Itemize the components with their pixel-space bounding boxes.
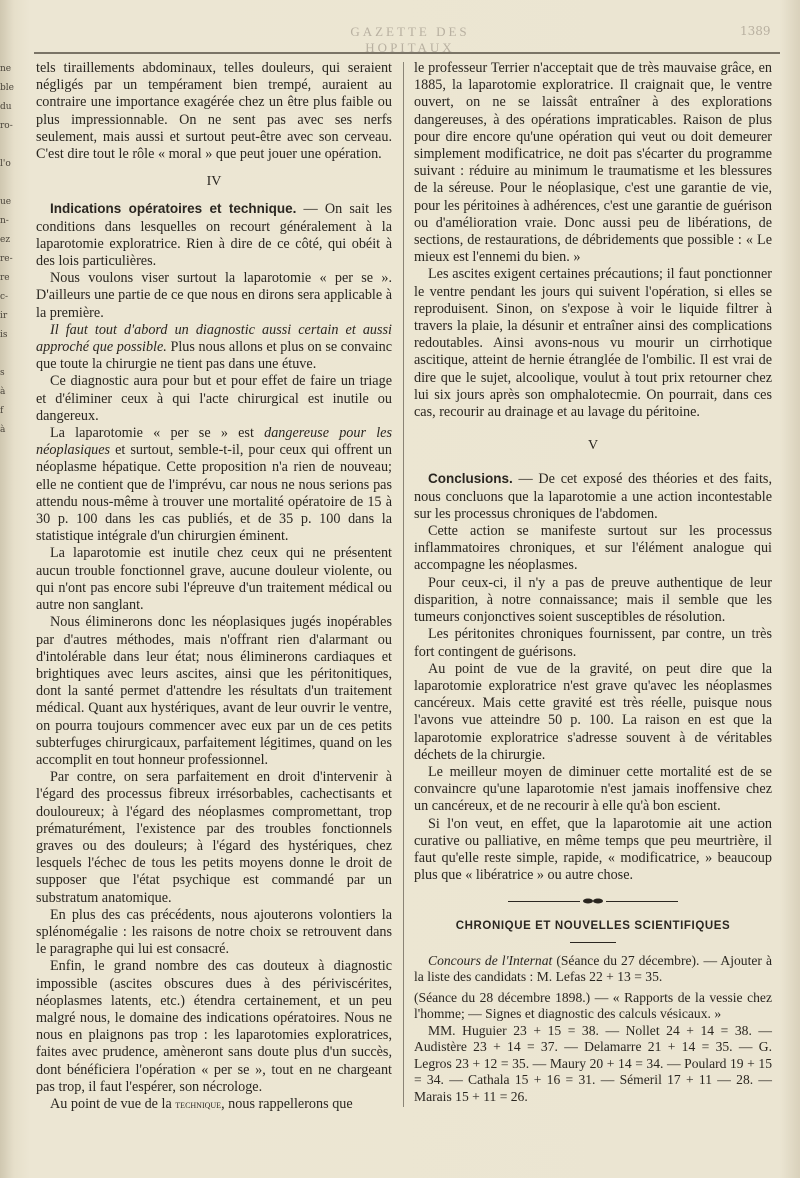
- margin-fragment: [0, 136, 16, 155]
- margin-fragment: ue: [0, 197, 12, 207]
- paragraph: Les péritonites chroniques fournissent, par contre, un très fort contingent de guérisons.: [414, 626, 772, 660]
- chronicle-heading: CHRONIQUE ET NOUVELLES SCIENTIFIQUES: [455, 920, 731, 933]
- divider-line: [606, 901, 678, 902]
- fleuron-icon: [582, 898, 604, 904]
- paragraph: tels tiraillements abdominaux, telles douleurs, qui seraient négligés par un tempérament bien trempé, auraient au contraire une importance exagérée chez un être plus faible ou plus impressionnable. On ne sent pas avec ses nerfs seulement, mais aussi et surtout peut-être avec son cerveau. C'est dire tout le rôle « moral » que peut jouer une opération.: [36, 60, 392, 163]
- paragraph: Ce diagnostic aura pour but et pour effet de faire un triage et d'éliminer ceux à qui l'acte chirurgical est inutile ou dangereux.: [36, 373, 392, 424]
- paragraph-lead: Indications opératoires et technique.: [50, 201, 297, 217]
- paragraph: le professeur Terrier n'acceptait que de très mauvaise grâce, en 1885, la laparotomie exploratrice. Il craignait que, le ventre ouvert, on ne se laissât entraîner à des explorations dangereuses, à des opérations impraticables. Raison de plus pour dire encore qu'une opération qui veut ou doit demeurer simplement modificatrice, ne doit pas s'écarter du programme suivant : réduire au minimum le traumatisme et les blessures de la séreuse. Pour le néoplasique, c'est une garantie de vie, pour les péritoines à adhérences, c'est une garantie de guérison ou d'amélioration vraie. Donc aussi peu de libérations, de sections, de restaurations, de débridements que possible : « Le mieux est l'ennemi du bien. »: [414, 60, 772, 266]
- paragraph: Si l'on veut, en effet, que la laparotomie ait une action curative ou palliative, en même temps que peu meurtrière, il faut qu'elle reste simple, rapide, « modificatrice, » beaucoup plus que « libératrice » ou autre chose.: [414, 815, 772, 884]
- chronicle-entry: (Séance du 28 décembre 1898.) — « Rapports de la vessie chez l'homme; — Signes et diagnostic des calculs vésicaux. »: [414, 989, 772, 1022]
- margin-fragment: ez: [0, 235, 11, 245]
- margin-fragment: s: [0, 368, 5, 378]
- ornamental-divider: [414, 898, 772, 904]
- margin-fragment: n-: [0, 216, 9, 226]
- margin-fragment: à: [0, 425, 6, 435]
- paragraph-indications: Indications opératoires et technique. — On sait les conditions dans lesquelles on recourt généralement à la laparotomie exploratrice. Rien à dire de ce côté, qui obéit à des lois particulières.: [36, 201, 392, 270]
- margin-fragment: ir: [0, 311, 8, 321]
- margin-fragment: [0, 174, 16, 193]
- heading-rule: [570, 942, 616, 943]
- section-heading-iv: IV: [206, 174, 222, 190]
- paragraph-lead: Conclusions.: [428, 471, 513, 487]
- paragraph: Pour ceux-ci, il n'y a pas de preuve authentique de leur disparition, à notre connaissance; mais il semble que les tumeurs conjonctives soient susceptibles de résolution.: [414, 574, 772, 626]
- page-number: 1389: [740, 24, 771, 38]
- paragraph: Cette action se manifeste surtout sur les processus inflammatoires chroniques, et sur l'élément analogue qui accompagne les néoplasmes.: [414, 523, 772, 574]
- right-column: [414, 60, 772, 1105]
- chronicle-entry: MM. Huguier 23 + 15 = 38. — Nollet 24 + 14 = 38. — Audistère 23 + 14 = 37. — Delamarre 21 + 14 = 35. — G. Legros 23 + 12 = 35. — Maury 20 + 14 = 34. — Poulard 19 + 15 = 34. — Cathala 15 + 16 = 31. — Sémeril 17 + 11 — 28. — Marais 15 + 11 = 26.: [414, 1022, 772, 1104]
- margin-fragment: ro-: [0, 121, 13, 131]
- paragraph-conclusions: Conclusions. — De cet exposé des théories et des faits, nous concluons que la laparotomie a une action incontestable sur les processus chroniques de l'abdomen.: [414, 471, 772, 522]
- margin-fragment: ne: [0, 64, 12, 74]
- margin-fragment: du: [0, 102, 12, 112]
- adjacent-page-fragments: [0, 60, 16, 460]
- paragraph: Le meilleur moyen de diminuer cette mortalité est de se convaincre qu'une laparotomie n'est jamais inoffensive chez un cancéreux, et de ne recourir à elle qu'à bon escient.: [414, 763, 772, 815]
- margin-fragment: l'o: [0, 159, 11, 169]
- paragraph: La laparotomie est inutile chez ceux qui ne présentent aucun trouble fonctionnel grave, aucune douleur violente, ou qui n'ont pas encore subi l'épreuve d'un traitement médical ou autre non sanglant.: [36, 545, 392, 614]
- margin-fragment: [0, 345, 16, 364]
- paragraph: Enfin, le grand nombre des cas douteux à diagnostic impossible (ascites obscures dues à des périviscérites, néoplasmes latents, etc.) étendra certainement, et un peu malgré nous, le domaine des indications opératoires. Nous ne nous en plaignons pas trop : les laparotomies exploratrices, faites avec prudence, amèneront sans doute plus d'un succès, dont bénéficiera l'opération « per se », tout en ne chargeant pas trop, il faut l'espérer, son nécrologe.: [36, 958, 392, 1095]
- margin-fragment: f: [0, 406, 4, 416]
- paragraph: Nous éliminerons donc les néoplasiques jugés inopérables par d'autres méthodes, mais n'offrant rien d'alarmant ou d'intolérable dans leur état; nous éliminerons cardiaques et brightiques avec leurs ascites, ainsi que les péritonitiques, dont la santé permet d'attendre les résultats d'un traitement médical. Quant aux hystériques, avant de leur ouvrir le ventre, on pourra toujours commencer avec eux par un de ces petits subterfuges chirurgicaux, parfaitement légitimes, quand on les accomplit en tout honneur professionnel.: [36, 614, 392, 768]
- margin-fragment: is: [0, 330, 8, 340]
- paragraph: Il faut tout d'abord un diagnostic aussi certain et aussi approché que possible. Plus nous allons et plus on se convainc que toute la chirurgie ne tient pas dans une étuve.: [36, 321, 392, 373]
- paragraph: Par contre, on sera parfaitement en droit d'intervenir à l'égard des processus fibreux irrésorbables, cachectisants et douloureux; à l'égard des néoplasmes compromettant, trop prématurément, l'existence par des troubles fonctionnels graves ou des douleurs; à l'égard des hystériques, chez lesquels l'échec de tous les petits moyens donne le droit de supposer que l'état psychique est commandé par un substratum anatomique.: [36, 769, 392, 906]
- paragraph: Au point de vue de la technique, nous rappellerons que: [50, 1095, 353, 1112]
- paragraph: En plus des cas précédents, nous ajouterons volontiers la splénomégalie : les raisons de notre choix se retrouvent dans le paragraphe qui lui est consacré.: [36, 906, 392, 958]
- paragraph: Nous voulons viser surtout la laparotomie « per se ». D'ailleurs une partie de ce que nous en dirons sera applicable à la première.: [36, 270, 392, 321]
- paragraph: Les ascites exigent certaines précautions; il faut ponctionner le ventre pendant les jours qui suivent l'opération, si elles se reproduisent. Sinon, on s'expose à voir le liquide filtrer à travers la plaie, la désunir et entraîner ainsi des complications redoutables. Ainsi avons-nous vu mourir un cirrhotique ascitique, atteint de hernie étranglée de l'ombilic. Il est vrai de dire que le sujet, alcoolique, voulut à tout prix retourner chez lui six jours après son omphalotecmie. On pourrait, dans ces cas, recourir au drainage et au lavage du péritoine.: [414, 266, 772, 421]
- column-divider: [403, 62, 404, 1107]
- running-title: GAZETTE DES HOPITAUX: [350, 24, 470, 55]
- margin-fragment: re-: [0, 254, 13, 264]
- chronicle-entry: Concours de l'Internat (Séance du 27 décembre). — Ajouter à la liste des candidats : M. Lefas 22 + 13 = 35.: [414, 952, 772, 985]
- header-rule: [34, 52, 780, 54]
- paragraph: Au point de vue de la gravité, on peut dire que la laparotomie exploratrice n'est grave qu'avec les néoplasmes cancéreux. Mais cette gravité est très réelle, puisque nous l'avons vue atteindre 50 p. 100. La raison en est que la laparotomie exploratrice s'adresse souvent à de véritables déchets de la chirurgie.: [414, 660, 772, 763]
- margin-fragment: c-: [0, 292, 9, 302]
- margin-fragment: ble: [0, 83, 14, 93]
- paragraph: La laparotomie « per se » est dangereuse pour les néoplasiques et surtout, semble-t-il, pour ceux qui offrent un néoplasme hépatique. Cette proposition n'a rien de nouveau; elle ne contient que de l'imprévu, car nous ne nous serions pas attendu nous-même à trouver une mortalité opératoire de 15 à 30 p. 100 dans les cas publiés, et de 35 p. 100 dans la statistique intégrale d'un chirurgien éminent.: [36, 425, 392, 545]
- section-heading-v: V: [587, 438, 599, 454]
- left-column: [36, 60, 392, 1113]
- margin-fragment: à: [0, 387, 6, 397]
- margin-fragment: re: [0, 273, 10, 283]
- divider-line: [508, 901, 580, 902]
